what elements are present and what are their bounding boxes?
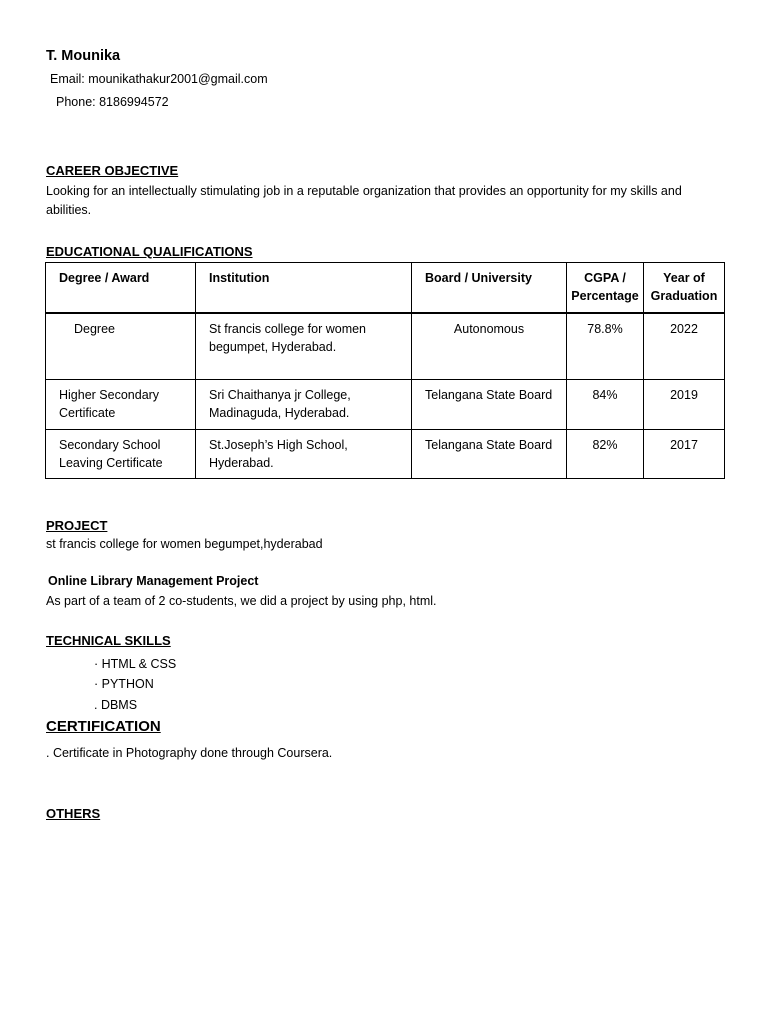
- table-cell: Higher Secondary Certificate: [46, 380, 196, 430]
- education-heading: EDUCATIONAL QUALIFICATIONS: [46, 244, 253, 259]
- table-cell: Telangana State Board: [412, 380, 567, 430]
- certification-heading: CERTIFICATION: [46, 718, 161, 735]
- technical-skills-heading: TECHNICAL SKILLS: [46, 633, 171, 648]
- table-header-row: [46, 263, 725, 313]
- table-cell: Telangana State Board: [412, 430, 567, 479]
- column-header: Institution: [196, 263, 412, 313]
- others-heading: OTHERS: [46, 806, 101, 821]
- project-college: st francis college for women begumpet,hyderabad: [46, 537, 323, 551]
- project-heading: PROJECT: [46, 518, 108, 533]
- phone-line: Phone: 8186994572: [56, 95, 169, 109]
- table-cell: Secondary School Leaving Certificate: [46, 430, 196, 479]
- skill-item: · PYTHON: [94, 677, 154, 691]
- project-title: Online Library Management Project: [48, 574, 259, 588]
- project-description: As part of a team of 2 co-students, we did a project by using php, html.: [46, 594, 437, 608]
- table-cell: 2017: [644, 430, 725, 479]
- column-header: Year of Graduation: [644, 263, 725, 313]
- table-row: [46, 313, 725, 380]
- table-cell: Autonomous: [412, 313, 567, 380]
- table-cell: 84%: [567, 380, 644, 430]
- table-cell: 2019: [644, 380, 725, 430]
- skill-item: . DBMS: [94, 698, 138, 712]
- table-row: [46, 380, 725, 430]
- career-objective-text: Looking for an intellectually stimulating job in a reputable organization that provides an opportunity for my skills and abilities.: [46, 184, 682, 217]
- table-cell: Degree: [46, 313, 196, 380]
- column-header: Board / University: [412, 263, 567, 313]
- table-row: [46, 430, 725, 479]
- candidate-name: T. Mounika: [46, 48, 121, 64]
- career-objective-heading: CAREER OBJECTIVE: [46, 163, 179, 178]
- email-line: Email: mounikathakur2001@gmail.com: [50, 72, 268, 86]
- table-cell: 82%: [567, 430, 644, 479]
- table-cell: 78.8%: [567, 313, 644, 380]
- table-cell: Sri Chaithanya jr College, Madinaguda, Hyderabad.: [196, 380, 412, 430]
- table-cell: 2022: [644, 313, 725, 380]
- education-table: [45, 262, 725, 479]
- table-cell: St.Joseph’s High School, Hyderabad.: [196, 430, 412, 479]
- column-header: CGPA / Percentage: [567, 263, 644, 313]
- column-header: Degree / Award: [46, 263, 196, 313]
- skill-item: · HTML & CSS: [94, 657, 177, 671]
- certification-item: . Certificate in Photography done through Coursera.: [46, 746, 333, 760]
- table-cell: St francis college for women begumpet, Hyderabad.: [196, 313, 412, 380]
